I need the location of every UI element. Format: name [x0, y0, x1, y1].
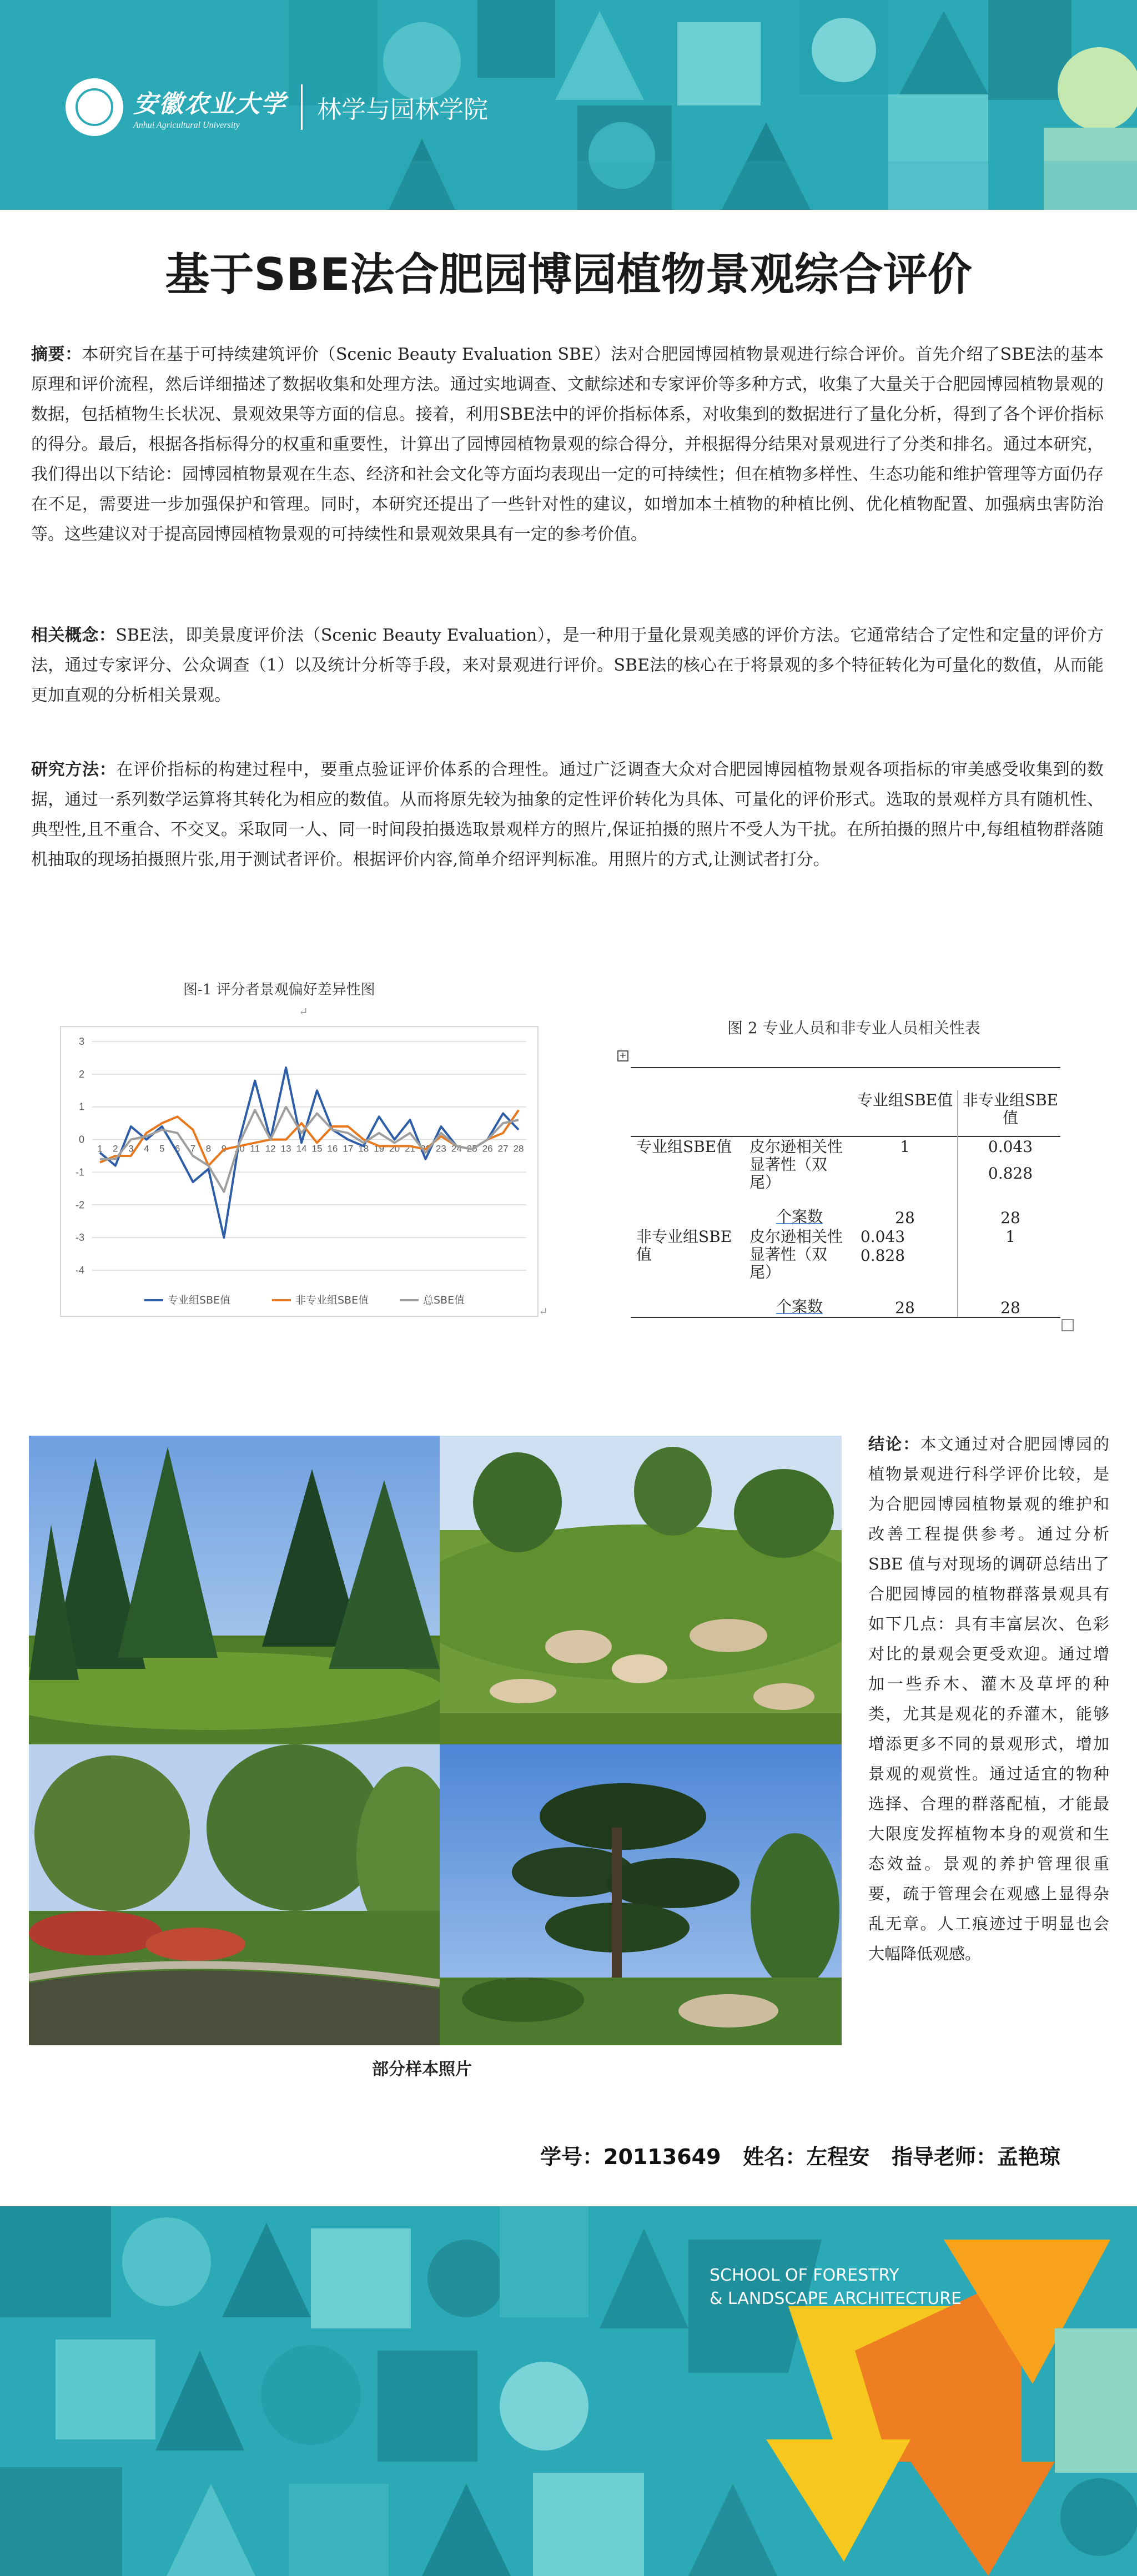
x-tick-label: 5	[159, 1143, 165, 1154]
chart-container	[60, 1026, 539, 1317]
sig-label: 显著性（双尾）	[749, 1155, 828, 1191]
x-tick-label: 10	[234, 1143, 245, 1154]
x-tick-label: 19	[374, 1143, 385, 1154]
student-info	[0, 2140, 1060, 2170]
cell-n: 28	[895, 1209, 915, 1227]
x-tick-label: 21	[405, 1143, 415, 1154]
cell-n: 28	[1000, 1209, 1020, 1227]
student-id-label: 学号：	[540, 2145, 603, 2169]
student-id: 20113649	[603, 2145, 721, 2169]
footer-line-1: SCHOOL OF FORESTRY	[710, 2266, 899, 2285]
cell-sig: 0.828	[860, 1246, 905, 1265]
y-tick-label: -3	[75, 1232, 84, 1244]
y-tick-label: -1	[75, 1166, 84, 1178]
photo-caption: 部分样本照片	[372, 2060, 472, 2079]
conclusion-paragraph	[868, 1429, 1109, 1969]
university-name: 安徽农业大学	[133, 90, 286, 118]
table-resize-handle-icon[interactable]	[1061, 1319, 1074, 1331]
y-tick-label: 3	[78, 1036, 84, 1047]
row-group-nonpro: 非专业组SBE值	[636, 1227, 732, 1264]
table-caption: 图 2 专业人员和非专业人员相关性表	[727, 1019, 980, 1037]
col-header-pro: 专业组SBE值	[857, 1091, 953, 1109]
cell-n: 28	[895, 1299, 915, 1317]
chart-caption: 图-1 评分者景观偏好差异性图	[183, 982, 375, 998]
cell-corr: 1	[1005, 1227, 1015, 1246]
paragraph-mark-icon-2: ↵	[539, 1305, 548, 1318]
y-tick-label: -4	[75, 1265, 84, 1276]
concept-paragraph	[31, 621, 1104, 711]
y-tick-label: -2	[75, 1199, 84, 1211]
y-tick-label: 0	[78, 1134, 84, 1145]
footer-pattern	[0, 2206, 1137, 2576]
method-text: 在评价指标的构建过程中，要重点验证评价体系的合理性。通过广泛调查大众对合肥园博园植物景观各项指标的审美感受收集到的数据，通过一系列数学运算将其转化为相应的数值。从而将原先较为抽象的定性评价转化为具体、可量化的评价形式。选取的景观样方具有随机性、典型性,且不重合、不交叉。采取同一人、同一时间段拍摄选取景观样方的照片,保证拍摄的照片不受人为干扰。在所拍摄的照片中,每组植物群落随机抽取的现场拍摄照片张,用于测试者评价。根据评价内容,简单介绍评判标准。用照片的方式,让测试者打分。	[31, 760, 1104, 869]
x-tick-label: 28	[513, 1143, 524, 1154]
table-header-rule	[631, 1136, 1060, 1137]
x-tick-label: 3	[128, 1143, 134, 1154]
legend-label-1: 专业组SBE值	[168, 1294, 231, 1306]
x-tick-label: 12	[265, 1143, 276, 1154]
x-tick-label: 20	[389, 1143, 400, 1154]
x-tick-label: 15	[311, 1143, 323, 1154]
n-label: 个案数	[776, 1208, 823, 1226]
cell-sig: 0.828	[988, 1164, 1033, 1183]
x-tick-label: 6	[174, 1143, 180, 1154]
sample-photo-3	[29, 1744, 440, 2045]
student-name-label: 姓名：	[743, 2145, 807, 2169]
line-chart	[61, 1027, 537, 1316]
x-tick-label: 23	[435, 1143, 446, 1154]
paragraph-mark-icon: ↵	[299, 1005, 308, 1018]
university-logotype	[133, 84, 286, 130]
logo-row	[66, 77, 488, 138]
x-tick-label: 11	[250, 1143, 260, 1154]
x-tick-label: 4	[144, 1143, 149, 1154]
x-tick-label: 1	[97, 1143, 103, 1154]
x-tick-label: 22	[420, 1143, 431, 1154]
footer-school-english	[710, 2264, 962, 2311]
x-tick-label: 2	[113, 1143, 118, 1154]
student-name: 左程安	[806, 2145, 870, 2169]
school-name: 林学与园林学院	[317, 95, 488, 124]
legend-label-2: 非专业组SBE值	[295, 1294, 369, 1306]
table-top-rule	[631, 1067, 1060, 1068]
x-tick-label: 7	[190, 1143, 196, 1154]
concept-label: 相关概念：	[31, 626, 116, 645]
corr-label: 皮尔逊相关性	[749, 1227, 843, 1246]
advisor-name: 孟艳琼	[997, 2145, 1060, 2169]
method-paragraph	[31, 755, 1104, 875]
conclusion-text: 本文通过对合肥园博园的植物景观进行科学评价比较，是为合肥园博园植物景观的维护和改善工程提供参考。通过分析 SBE 值与对现场的调研总结出了合肥园博园的植物群落景观具有如下几点：具有丰富层次、色彩对比的景观会更受欢迎。通过增加一些乔木、灌木及草坪的种类，尤其是观花的乔灌木，能够增添更多不同的景观形式，增加景观的观赏性。通过适宜的物种选择、合理的群落配植，才能最大限度发挥植物本身的观赏和生态效益。景观的养护管理很重要，疏于管理会在观感上显得杂乱无章。人工痕迹过于明显也会大幅降低观感。	[868, 1435, 1109, 1963]
y-tick-label: 1	[78, 1101, 84, 1113]
sample-photo-4	[440, 1744, 842, 2045]
abstract-paragraph	[31, 340, 1104, 550]
university-name-en: Anhui Agricultural University	[133, 120, 240, 130]
x-tick-label: 13	[280, 1143, 291, 1154]
x-tick-label: 26	[482, 1143, 493, 1154]
table-column-rule	[957, 1090, 958, 1317]
corr-label: 皮尔逊相关性	[749, 1138, 843, 1156]
sample-photo-2	[440, 1436, 842, 1744]
abstract-label: 摘要：	[31, 345, 82, 364]
x-tick-label: 14	[296, 1143, 307, 1154]
x-tick-label: 25	[466, 1143, 477, 1154]
row-group-pro: 专业组SBE值	[636, 1138, 732, 1156]
method-label: 研究方法：	[31, 760, 117, 779]
concept-text: SBE法，即美景度评价法（Scenic Beauty Evaluation），是一种用于量化景观美感的评价方法。它通常结合了定性和定量的评价方法，通过专家评分、公众调查（1）以及统计分析等手段，来对景观进行评价。SBE法的核心在于将景观的多个特征转化为可量化的数值，从而能更加直观的分析相关景观。	[31, 626, 1104, 705]
x-tick-label: 8	[205, 1143, 212, 1154]
advisor-label: 指导老师：	[891, 2145, 997, 2169]
footer-banner	[0, 2206, 1137, 2576]
y-tick-label: 2	[78, 1068, 84, 1080]
table-bottom-rule	[631, 1317, 1060, 1318]
sample-photo-1	[29, 1436, 440, 1744]
x-tick-label: 18	[358, 1143, 369, 1154]
cell-corr: 0.043	[860, 1227, 905, 1246]
cell-n: 28	[1000, 1299, 1020, 1317]
abstract-text: 本研究旨在基于可持续建筑评价（Scenic Beauty Evaluation SBE）法对合肥园博园植物景观进行综合评价。首先介绍了SBE法的基本原理和评价流程，然后详细描述了数据收集和处理方法。通过实地调查、文献综述和专家评价等多种方式，收集了大量关于合肥园博园植物景观的数据，包括植物生长状况、景观效果等方面的信息。接着，利用SBE法中的评价指标体系，对收集到的数据进行了量化分析，得到了各个评价指标的得分。最后，根据各指标得分的权重和重要性，计算出了园博园植物景观的综合得分，并根据得分结果对景观进行了分类和排名。通过本研究，我们得出以下结论：园博园植物景观在生态、经济和社会文化等方面均表现出一定的可持续性；但在植物多样性、生态功能和维护管理等方面仍存在不足，需要进一步加强保护和管理。同时，本研究还提出了一些针对性的建议，如增加本土植物的种植比例、优化植物配置、加强病虫害防治等。这些建议对于提高园博园植物景观的可持续性和景观效果具有一定的参考价值。	[31, 345, 1104, 544]
legend-label-3: 总SBE值	[423, 1294, 465, 1306]
x-tick-label: 9	[221, 1143, 227, 1154]
poster-title: 基于SBE法合肥园博园植物景观综合评价	[165, 249, 972, 300]
footer-line-2: & LANDSCAPE ARCHITECTURE	[710, 2289, 962, 2308]
sig-label: 显著性（双尾）	[749, 1245, 828, 1281]
col-header-nonpro: 非专业组SBE值	[962, 1091, 1059, 1127]
n-label: 个案数	[776, 1297, 823, 1316]
header-banner	[0, 0, 1137, 210]
x-tick-label: 16	[327, 1143, 338, 1154]
conclusion-label: 结论：	[868, 1435, 920, 1453]
cell-corr: 0.043	[988, 1138, 1033, 1156]
x-tick-label: 17	[343, 1143, 354, 1154]
cell-corr: 1	[900, 1138, 910, 1156]
logo-divider	[301, 84, 303, 130]
table-move-handle-icon[interactable]: +	[617, 1050, 628, 1061]
x-tick-label: 24	[451, 1143, 462, 1154]
university-emblem-icon	[66, 78, 123, 136]
x-tick-label: 27	[497, 1143, 509, 1154]
